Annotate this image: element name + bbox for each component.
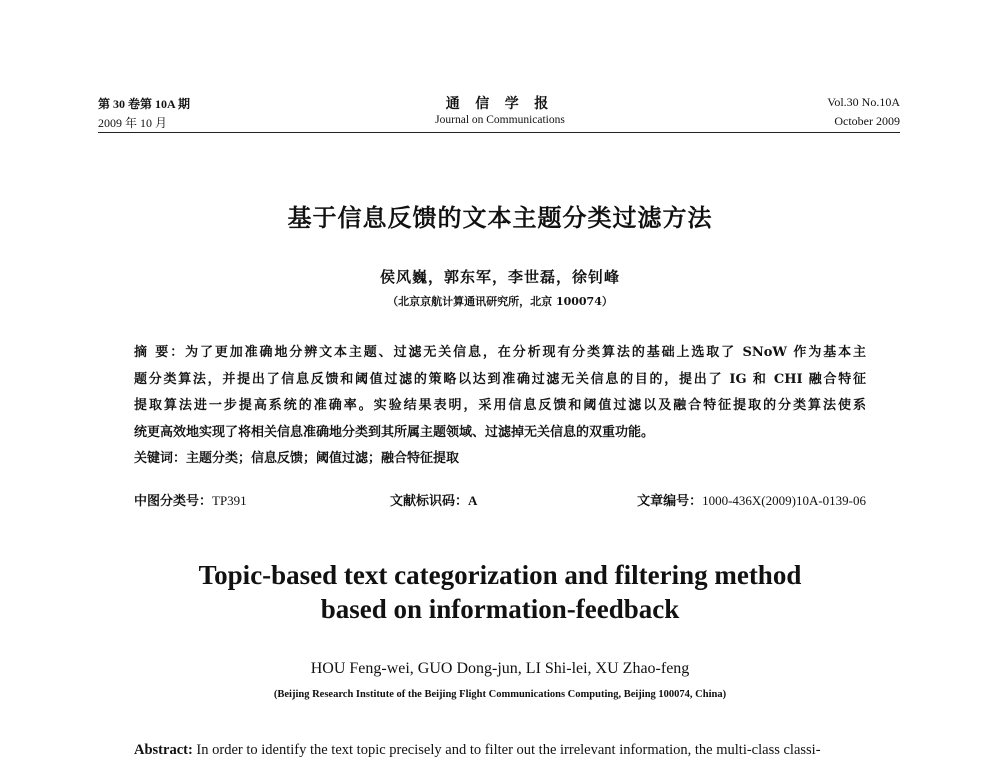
clc-number: 中图分类号：TP391	[134, 493, 247, 509]
abstract-cn-line: 摘 要：为了更加准确地分辨文本主题、过滤无关信息，在分析现有分类算法的基础上选取了 SNoW 作为基本主	[134, 345, 866, 360]
volume-issue-cn: 第 30 卷第 10A 期	[98, 97, 191, 111]
article-number: 文章编号：1000-436X(2009)10A-0139-06	[637, 493, 866, 509]
abstract-cn	[134, 340, 866, 473]
authors-cn: 侯风巍，郭东军，李世磊，徐钊峰	[379, 268, 620, 286]
keywords-cn-label: 关键词：	[134, 451, 187, 466]
paper-title-cn: 基于信息反馈的文本主题分类过滤方法	[287, 203, 713, 232]
classification-row	[134, 490, 866, 510]
abstract-cn-line: 提取算法进一步提高系统的准确率。实验结果表明，采用信息反馈和阈值过滤以及融合特征提取的分类算法使系	[134, 398, 866, 413]
paper-title-en-line1: Topic-based text categorization and filtering method	[198, 560, 802, 590]
affiliation-cn: （北京京航计算通讯研究所，北京 100074）	[387, 295, 613, 308]
abstract-en: Abstract: In order to identify the text topic precisely and to filter out the irrelevant information, the multi-class classi-	[134, 742, 821, 758]
abstract-cn-label: 摘 要：	[134, 345, 186, 360]
date-cn: 2009 年 10 月	[98, 116, 168, 130]
date-en: October 2009	[834, 114, 900, 128]
authors-en: HOU Feng-wei, GUO Dong-jun, LI Shi-lei, XU Zhao-feng	[310, 660, 690, 677]
abstract-cn-line: 题分类算法，并提出了信息反馈和阈值过滤的策略以达到准确过滤无关信息的目的，提出了 IG 和 CHI 融合特征	[134, 371, 866, 387]
volume-issue-en: Vol.30 No.10A	[827, 95, 900, 109]
paper-title-en-line2: based on information-feedback	[320, 594, 680, 624]
journal-name-cn: 通 信 学 报	[445, 97, 555, 112]
affiliation-en: (Beijing Research Institute of the Beijing Flight Communications Computing, Beijing 100074, China)	[273, 689, 727, 700]
document-code: 文献标识码：A	[390, 493, 478, 509]
header-rule	[98, 132, 900, 133]
abstract-en-label: Abstract:	[134, 742, 193, 758]
abstract-cn-line: 统更高效地实现了将相关信息准确地分类到其所属主题领域、过滤掉无关信息的双重功能。	[134, 424, 655, 440]
journal-name-en: Journal on Communications	[435, 114, 565, 126]
keywords-cn: 关键词：主题分类；信息反馈；阈值过滤；融合特征提取	[134, 451, 460, 466]
